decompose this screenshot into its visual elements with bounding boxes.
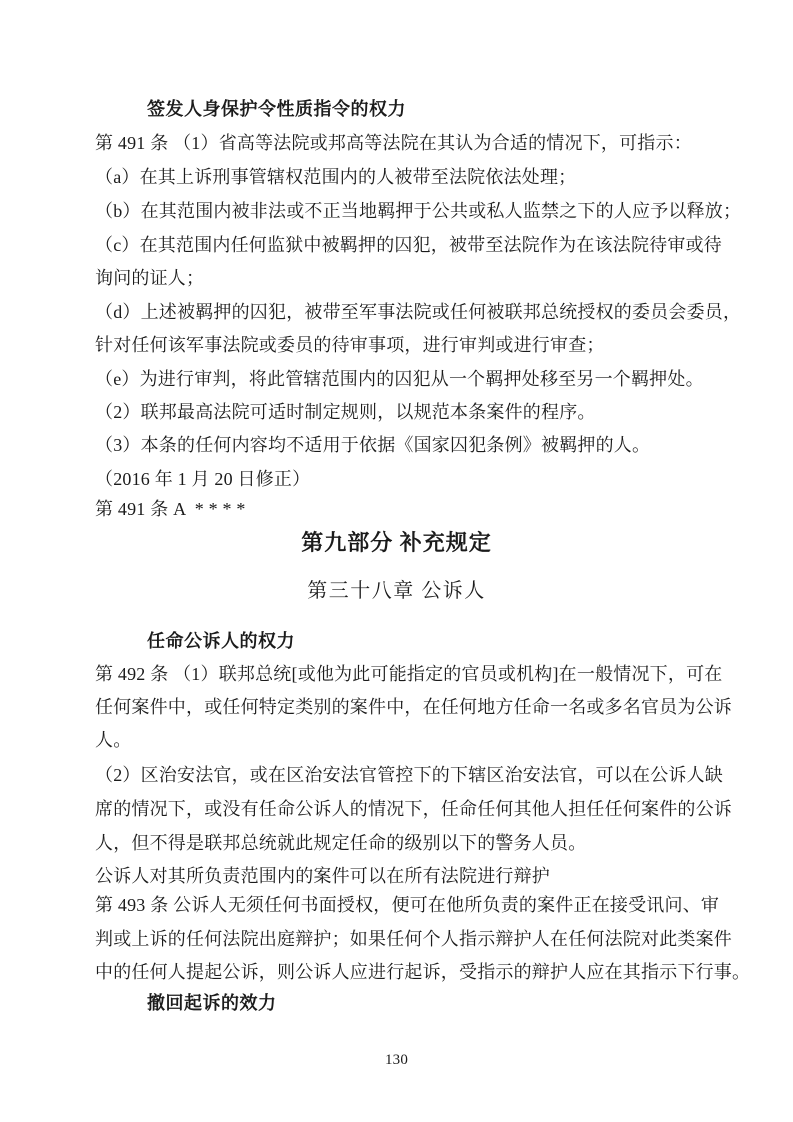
section-heading-habeas-powers: 签发人身保护令性质指令的权力: [147, 99, 406, 119]
text-line-491-c2: 询问的证人；: [95, 268, 205, 288]
text-line-493-1: 第 493 条 公诉人无须任何书面授权，便可在他所负责的案件正在接受讯问、审: [95, 895, 720, 915]
text-line-492-2c: 人，但不得是联邦总统就此规定任命的级别以下的警务人员。: [95, 833, 587, 853]
page-number: 130: [384, 1052, 409, 1068]
text-line-491-c1: （c）在其范围内任何监狱中被羁押的囚犯，被带至法院作为在该法院待审或待: [95, 235, 722, 255]
text-line-amendment-note: （2016 年 1 月 20 日修正）: [95, 469, 311, 489]
text-line-491-a: （a）在其上诉刑事管辖权范围内的人被带至法院依法处理；: [95, 167, 577, 187]
chapter-title: 第三十八章 公诉人: [307, 580, 486, 602]
text-line-491a-omitted: 第 491 条 A * * * *: [95, 499, 246, 519]
text-line-491-d2: 针对任何该军事法院或委员的待审事项，进行审判或进行审查；: [95, 335, 605, 355]
text-line-492-1b: 任何案件中，或任何特定类别的案件中，在任何地方任命一名或多名官员为公诉: [95, 697, 732, 717]
text-line-493-3: 中的任何人提起公诉，则公诉人应进行起诉，受指示的辩护人应在其指示下行事。: [95, 962, 751, 982]
text-line-491-e: （e）为进行审判，将此管辖范围内的囚犯从一个羁押处移至另一个羁押处。: [95, 369, 704, 389]
text-line-491-d1: （d）上述被羁押的囚犯，被带至军事法院或任何被联邦总统授权的委员会委员，: [95, 302, 742, 322]
text-line-491-b: （b）在其范围内被非法或不正当地羁押于公共或私人监禁之下的人应予以释放；: [95, 201, 742, 221]
text-line-492-1c: 人。: [95, 730, 132, 750]
text-line-493-2: 判或上诉的任何法院出庭辩护；如果任何个人指示辩护人在任何法院对此类案件: [95, 929, 732, 949]
section-heading-appoint-prosecutors: 任命公诉人的权力: [147, 631, 295, 651]
section-heading-withdrawal-effect: 撤回起诉的效力: [147, 993, 277, 1013]
section-heading-plead-all-courts: 公诉人对其所负责范围内的案件可以在所有法院进行辩护: [95, 866, 550, 886]
text-line-491-2: （2）联邦最高法院可适时制定规则，以规范本条案件的程序。: [95, 402, 596, 422]
text-line-492-2b: 席的情况下，或没有任命公诉人的情况下，任命任何其他人担任任何案件的公诉: [95, 799, 732, 819]
text-line-491-3: （3）本条的任何内容均不适用于依据《国家囚犯条例》被羁押的人。: [95, 435, 651, 455]
text-line-492-2a: （2）区治安法官，或在区治安法官管控下的下辖区治安法官，可以在公诉人缺: [95, 765, 723, 785]
part-title: 第九部分 补充规定: [301, 530, 492, 555]
text-line-491-1: 第 491 条 （1）省高等法院或邦高等法院在其认为合适的情况下，可指示：: [95, 133, 692, 153]
text-line-492-1a: 第 492 条 （1）联邦总统[或他为此可能指定的官员或机构]在一般情况下，可在: [95, 664, 723, 684]
